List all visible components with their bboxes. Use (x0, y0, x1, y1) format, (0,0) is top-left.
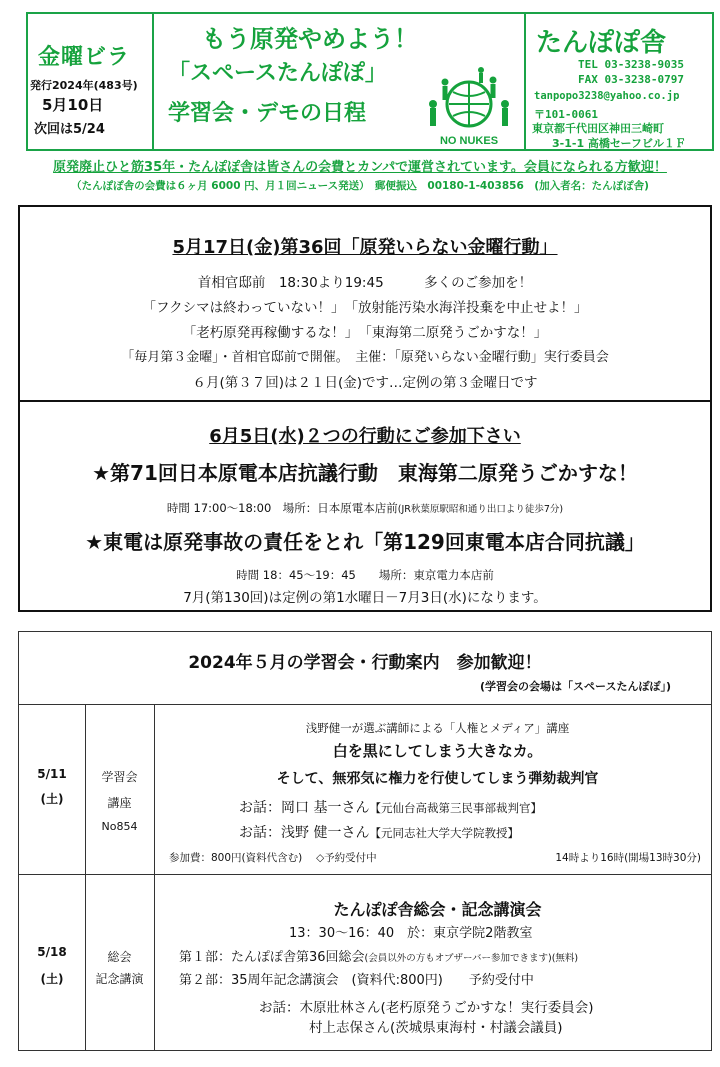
schedule-venue-note: (学習会の会場は「スペースたんぽぽ」) (479, 680, 671, 693)
contact-block (526, 14, 712, 149)
space-title: 「スペースたんぽぽ」 (168, 61, 387, 86)
event1-series: 浅野健一が選ぶ講師による「人権とメディア」講座 (305, 721, 570, 735)
event1-speaker1-title: 【元仙台高裁第三民事部裁判官】 (369, 801, 542, 815)
slogan: もう原発やめよう！ (202, 25, 418, 53)
schedule-title: 2024年５月の学習会・行動案内 参加歓迎！ (188, 653, 542, 673)
event1-speaker1-label: お話：岡口 基一さん (239, 800, 370, 816)
event1-speaker1 (239, 797, 542, 817)
friday-action-next: ６月(第３７回)は２１日(金)です…定例の第３金曜日です (192, 375, 538, 391)
event1-headline1: 白を黒にしてしまう大きなカ。 (332, 742, 543, 760)
june-action2-time: 時間 18：45～19：45 場所：東京電力本店前 (236, 568, 494, 582)
june-action1-time (20, 500, 710, 516)
event2-part1-text: 第１部：たんぽぽ舎第36回総会 (179, 950, 365, 965)
issue-date: 5月10日 (42, 96, 104, 114)
event1-speaker2-title: 【元同志社大学大学院教授】 (369, 826, 519, 840)
event2-title: たんぽぽ舎総会・記念講演会 (333, 900, 542, 919)
address-line1: 東京都千代田区神田三崎町 (532, 122, 664, 135)
friday-action-organizer: 「毎月第３金曜」・首相官邸前で開催。 主催：「原発いらない金曜行動」実行委員会 (121, 350, 609, 365)
divider (154, 704, 155, 1050)
event2-speaker2: 村上志保さん(茨城県東海村・村議会議員) (309, 1020, 563, 1036)
event1-headline2: そして、無邪気に権力を行使してしまう弾劾裁判官 (276, 771, 599, 787)
event2-type2: 記念講演 (95, 972, 144, 986)
event2-time: 13：30～16：40 於：東京学院2階教室 (289, 926, 533, 941)
event2-part2: 第２部：35周年記念講演会 (資料代:800円) 予約受付中 (179, 973, 534, 988)
friday-action-title: 5月17日(金)第36回「原発いらない金曜行動」 (172, 237, 558, 258)
notice-line1: 原発廃止ひと筋35年・たんぽぽ舎は皆さんの会費とカンパで運営されています。会員になられる方歓迎！ (53, 160, 667, 175)
event1-fee: 参加費：800円(資料代含む) ◇予約受付中 (169, 852, 377, 864)
friday-action-slogan1: 「フクシマは終わっていない！」 「放射能汚染水海洋投棄を中止せよ！」 (142, 300, 588, 316)
june-action1-note: (JR秋葉原駅昭和通り出口より徒歩7分) (397, 504, 564, 515)
flyer-name: 金曜ビラ (38, 45, 131, 70)
header-box (26, 12, 714, 151)
june-action2: ★東電は原発事故の責任をとれ「第129回東電本店合同抗議」 (85, 530, 645, 554)
event1-type1: 学習会 (101, 770, 138, 784)
address-line2: 3-1-1 高橋セーフビル１Ｆ (552, 137, 686, 150)
event2-date: 5/18 (37, 945, 67, 959)
title-block (154, 14, 526, 149)
june-action-title: 6月5日(水)２つの行動にご参加下さい (209, 426, 521, 447)
email: tanpopo3238@yahoo.co.jp (534, 90, 680, 102)
no-nukes-logo-icon (419, 64, 519, 148)
org-name: たんぽぽ舎 (536, 28, 667, 58)
event1-time: 14時より16時(開場13時30分) (555, 852, 701, 864)
schedule-section (18, 631, 712, 1051)
notice-line2: （たんぽぽ舎の会費は６ヶ月 6000 円、月１回ニュース発送） 郵便振込 00180-1-403856 (加入者名：たんぽぽ舎) (71, 180, 649, 192)
event1-speaker2-label: お話：浅野 健一さん (239, 825, 370, 841)
june-action1: ★第71回日本原電本店抗議行動 東海第二原発うごかすな！ (92, 461, 638, 485)
logo-text: NO NUKES (439, 135, 499, 147)
june-action-section (18, 402, 712, 612)
next-issue: 次回は5/24 (34, 122, 105, 137)
event2-speaker1: お話：木原壯林さん(老朽原発うごかすな！実行委員会) (259, 1000, 594, 1016)
divider (85, 704, 86, 1050)
event2-part1 (179, 946, 578, 965)
event1-speaker2 (239, 822, 519, 842)
tel: TEL 03-3238-9035 (578, 58, 684, 71)
fax: FAX 03-3238-0797 (578, 73, 684, 86)
issue-info (28, 14, 154, 149)
friday-action-time: 首相官邸前 18:30より19:45 多くのご参加を！ (197, 275, 533, 291)
event1-type2: 講座 (107, 796, 132, 810)
divider (19, 704, 711, 705)
friday-action-section (18, 205, 712, 402)
study-title: 学習会・デモの日程 (168, 101, 367, 126)
friday-action-slogan2: 「老朽原発再稼働するな！」 「東海第二原発うごかすな！」 (182, 325, 548, 341)
event2-part1-note: (会員以外の方もオブザーバー参加できます)(無料) (364, 953, 579, 964)
june-action1-time-text: 時間 17:00～18:00 場所：日本原電本店前 (166, 501, 398, 515)
postal-code: 〒101-0061 (534, 108, 598, 121)
event1-date: 5/11 (37, 767, 67, 781)
event1-number: No854 (101, 820, 138, 833)
june-action2-next: 7月(第130回)は定例の第1水曜日－7月3日(水)になります。 (183, 590, 547, 606)
event1-weekday: (土) (40, 792, 64, 806)
event2-type1: 総会 (107, 950, 132, 964)
issue-number: 発行2024年(483号) (30, 79, 138, 92)
event2-weekday: (土) (40, 972, 64, 986)
divider (19, 874, 711, 875)
